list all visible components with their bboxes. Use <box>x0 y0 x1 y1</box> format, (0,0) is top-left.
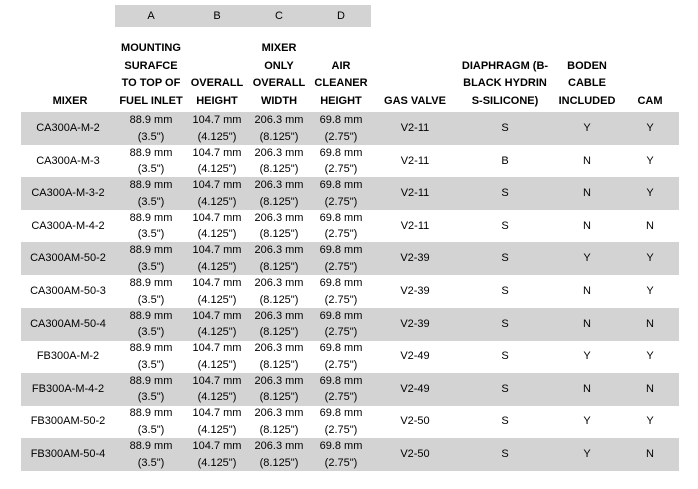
table-row <box>21 145 679 178</box>
diaphragm-cell: S <box>501 219 509 232</box>
mixer-cell: CA300AM-50-4 <box>30 317 106 330</box>
diaphragm-cell: S <box>501 187 509 200</box>
header-boden-line: INCLUDED <box>558 94 616 107</box>
header-diaphragm-line: DIAPHRAGM (B- <box>461 59 549 72</box>
air-cleaner-in: (2.75") <box>324 423 358 436</box>
air-cleaner-cell <box>311 177 371 210</box>
header-boden-line: CABLE <box>568 77 606 89</box>
mixer-cell: CA300AM-50-2 <box>30 252 106 265</box>
overall-height-in: (4.125") <box>197 358 237 371</box>
mixer-cell: FB300A-M-4-2 <box>31 382 105 395</box>
diaphragm-cell: S <box>501 252 509 265</box>
mounting-in: (3.5") <box>137 130 165 143</box>
air-cleaner-mm: 69.8 mm <box>319 114 363 126</box>
mixer-width-in: (8.125") <box>259 163 299 176</box>
mixer-width-cell <box>247 112 311 145</box>
boden-cell: N <box>583 317 591 330</box>
header-mixer-width-line: OVERALL <box>252 77 306 89</box>
header-boden-cable <box>554 40 620 110</box>
air-cleaner-mm: 69.8 mm <box>319 309 363 322</box>
boden-cell: N <box>583 382 591 395</box>
overall-height-in: (4.125") <box>197 163 237 176</box>
mounting-cell <box>115 275 187 308</box>
overall-height-cell <box>187 438 247 471</box>
table-row <box>21 177 679 210</box>
gas-valve-cell: V2-11 <box>400 154 430 167</box>
mixer-width-cell <box>247 373 311 406</box>
air-cleaner-in: (2.75") <box>324 293 358 306</box>
cam-cell: N <box>646 317 654 330</box>
cam-cell: N <box>646 382 654 395</box>
header-mixer-width-line: MIXER <box>261 42 297 54</box>
air-cleaner-cell <box>311 373 371 406</box>
air-cleaner-in: (2.75") <box>324 195 358 208</box>
air-cleaner-in: (2.75") <box>324 130 358 143</box>
cam-cell: N <box>646 448 654 460</box>
mixer-width-in: (8.125") <box>259 326 299 339</box>
overall-height-in: (4.125") <box>197 260 237 273</box>
mixer-width-cell <box>247 275 311 308</box>
mixer-cell: CA300A-M-2 <box>36 122 100 134</box>
boden-cell: N <box>583 187 591 200</box>
mixer-cell: CA300A-M-4-2 <box>31 219 105 232</box>
header-boden-line: BODEN <box>567 59 607 72</box>
gas-valve-cell: V2-11 <box>400 219 430 232</box>
mounting-cell <box>115 145 187 178</box>
header-mounting-surface <box>115 40 187 110</box>
overall-height-in: (4.125") <box>197 228 237 241</box>
mounting-cell <box>115 438 187 471</box>
cam-cell: Y <box>646 252 654 265</box>
header-mixer-width <box>247 40 311 110</box>
diaphragm-cell: S <box>501 350 509 363</box>
header-mounting-line: MOUNTING <box>121 42 181 54</box>
gas-valve-cell: V2-50 <box>400 415 430 428</box>
overall-height-mm: 104.7 mm <box>192 342 242 355</box>
mounting-in: (3.5") <box>137 260 165 273</box>
mixer-width-mm: 206.3 mm <box>254 309 304 322</box>
header-mixer-width-line: WIDTH <box>260 94 298 107</box>
mixer-width-cell <box>247 308 311 341</box>
overall-height-mm: 104.7 mm <box>192 407 242 420</box>
boden-cell: N <box>583 285 591 297</box>
column-letter-b: B <box>213 10 221 22</box>
air-cleaner-cell <box>311 145 371 178</box>
header-mounting-line: SURAFCE <box>124 59 178 72</box>
header-air-cleaner-line: HEIGHT <box>320 94 362 107</box>
mounting-in: (3.5") <box>137 391 165 404</box>
mounting-cell <box>115 112 187 145</box>
mounting-in: (3.5") <box>137 195 165 208</box>
overall-height-cell <box>187 145 247 178</box>
table-row <box>21 112 679 145</box>
mixer-width-in: (8.125") <box>259 260 299 273</box>
cam-cell: Y <box>646 285 654 297</box>
mixer-cell: CA300A-M-3 <box>36 154 100 167</box>
mixer-width-in: (8.125") <box>259 456 299 469</box>
air-cleaner-in: (2.75") <box>324 358 358 371</box>
air-cleaner-in: (2.75") <box>324 228 358 241</box>
boden-cell: Y <box>583 122 591 134</box>
mixer-width-cell <box>247 210 311 243</box>
gas-valve-cell: V2-39 <box>400 252 430 265</box>
mounting-mm: 88.9 mm <box>129 244 173 257</box>
mounting-mm: 88.9 mm <box>129 179 173 192</box>
mixer-width-mm: 206.3 mm <box>254 114 304 126</box>
air-cleaner-cell <box>311 275 371 308</box>
header-diaphragm-line: S-SILICONE) <box>471 94 539 107</box>
column-letter-d: D <box>337 10 345 22</box>
air-cleaner-cell <box>311 438 371 471</box>
mounting-in: (3.5") <box>137 293 165 306</box>
mixer-width-cell <box>247 145 311 178</box>
mixer-width-cell <box>247 438 311 471</box>
mixer-cell: FB300AM-50-4 <box>30 448 106 460</box>
overall-height-cell <box>187 177 247 210</box>
air-cleaner-cell <box>311 308 371 341</box>
mounting-mm: 88.9 mm <box>129 146 173 159</box>
boden-cell: Y <box>583 252 591 265</box>
gas-valve-cell: V2-49 <box>400 382 430 395</box>
air-cleaner-cell <box>311 340 371 373</box>
overall-height-mm: 104.7 mm <box>192 146 242 159</box>
mixer-width-cell <box>247 340 311 373</box>
mixer-width-in: (8.125") <box>259 130 299 143</box>
diaphragm-cell: S <box>501 122 509 134</box>
mounting-cell <box>115 177 187 210</box>
mounting-mm: 88.9 mm <box>129 440 173 452</box>
header-cam-text: CAM <box>637 94 663 107</box>
mixer-width-in: (8.125") <box>259 391 299 404</box>
diaphragm-cell: S <box>501 317 509 330</box>
mixer-width-mm: 206.3 mm <box>254 277 304 289</box>
overall-height-cell <box>187 405 247 438</box>
mixer-width-in: (8.125") <box>259 228 299 241</box>
cam-cell: Y <box>646 154 654 167</box>
overall-height-cell <box>187 242 247 275</box>
overall-height-mm: 104.7 mm <box>192 211 242 224</box>
gas-valve-cell: V2-39 <box>400 317 430 330</box>
air-cleaner-in: (2.75") <box>324 456 358 469</box>
mounting-mm: 88.9 mm <box>129 374 173 387</box>
header-mixer <box>30 40 110 110</box>
gas-valve-cell: V2-11 <box>400 122 430 134</box>
header-mixer-text: MIXER <box>52 94 88 107</box>
table-row <box>21 340 679 373</box>
boden-cell: N <box>583 219 591 232</box>
diaphragm-cell: S <box>501 448 509 460</box>
header-overall-height <box>187 40 247 110</box>
mixer-width-in: (8.125") <box>259 423 299 436</box>
air-cleaner-mm: 69.8 mm <box>319 440 363 452</box>
mounting-cell <box>115 340 187 373</box>
mounting-mm: 88.9 mm <box>129 211 173 224</box>
header-gas-valve <box>378 40 452 110</box>
mounting-cell <box>115 242 187 275</box>
mounting-in: (3.5") <box>137 423 165 436</box>
mixer-cell: FB300AM-50-2 <box>30 415 106 428</box>
diaphragm-cell: S <box>501 415 509 428</box>
mixer-cell: CA300A-M-3-2 <box>31 187 105 200</box>
air-cleaner-cell <box>311 242 371 275</box>
header-gas-valve-text: GAS VALVE <box>384 94 446 107</box>
table-row <box>21 405 679 438</box>
cam-cell: Y <box>646 350 654 363</box>
mixer-width-in: (8.125") <box>259 195 299 208</box>
overall-height-cell <box>187 340 247 373</box>
overall-height-mm: 104.7 mm <box>192 179 242 192</box>
mounting-mm: 88.9 mm <box>129 114 173 126</box>
mixer-width-mm: 206.3 mm <box>254 244 304 257</box>
mixer-width-cell <box>247 177 311 210</box>
air-cleaner-in: (2.75") <box>324 326 358 339</box>
mounting-in: (3.5") <box>137 456 165 469</box>
mixer-width-in: (8.125") <box>259 293 299 306</box>
overall-height-cell <box>187 373 247 406</box>
mixer-width-cell <box>247 405 311 438</box>
air-cleaner-cell <box>311 405 371 438</box>
overall-height-mm: 104.7 mm <box>192 277 242 289</box>
mounting-mm: 88.9 mm <box>129 309 173 322</box>
mixer-cell: CA300AM-50-3 <box>30 285 106 297</box>
mixer-cell: FB300A-M-2 <box>36 350 100 363</box>
gas-valve-cell: V2-11 <box>400 187 430 200</box>
mixer-width-mm: 206.3 mm <box>254 146 304 159</box>
mounting-cell <box>115 308 187 341</box>
air-cleaner-mm: 69.8 mm <box>319 374 363 387</box>
boden-cell: N <box>583 154 591 167</box>
boden-cell: Y <box>583 350 591 363</box>
air-cleaner-mm: 69.8 mm <box>319 146 363 159</box>
diaphragm-cell: S <box>501 382 509 395</box>
mixer-width-cell <box>247 242 311 275</box>
overall-height-in: (4.125") <box>197 423 237 436</box>
table-row <box>21 308 679 341</box>
table-row <box>21 210 679 243</box>
column-letter-c: C <box>275 10 283 22</box>
overall-height-in: (4.125") <box>197 195 237 208</box>
overall-height-in: (4.125") <box>197 293 237 306</box>
air-cleaner-cell <box>311 112 371 145</box>
header-overall-height-line: OVERALL <box>190 77 244 89</box>
mixer-width-mm: 206.3 mm <box>254 374 304 387</box>
header-overall-height-line: HEIGHT <box>196 94 238 107</box>
air-cleaner-mm: 69.8 mm <box>319 244 363 257</box>
diaphragm-cell: B <box>501 154 509 167</box>
overall-height-cell <box>187 112 247 145</box>
table-row <box>21 373 679 406</box>
header-mixer-width-line: ONLY <box>264 59 294 72</box>
header-cam <box>626 40 674 110</box>
overall-height-cell <box>187 308 247 341</box>
overall-height-in: (4.125") <box>197 130 237 143</box>
mixer-width-mm: 206.3 mm <box>254 179 304 192</box>
air-cleaner-in: (2.75") <box>324 260 358 273</box>
mixer-width-mm: 206.3 mm <box>254 407 304 420</box>
header-air-cleaner-line: CLEANER <box>314 77 368 89</box>
header-mounting-line: FUEL INLET <box>119 94 183 107</box>
boden-cell: Y <box>583 415 591 428</box>
mounting-mm: 88.9 mm <box>129 407 173 420</box>
overall-height-in: (4.125") <box>197 456 237 469</box>
air-cleaner-mm: 69.8 mm <box>319 407 363 420</box>
mixer-width-mm: 206.3 mm <box>254 440 304 452</box>
overall-height-mm: 104.7 mm <box>192 114 242 126</box>
cam-cell: Y <box>646 415 654 428</box>
table-row <box>21 275 679 308</box>
mixer-width-in: (8.125") <box>259 358 299 371</box>
mounting-mm: 88.9 mm <box>129 277 173 289</box>
table-row <box>21 438 679 471</box>
mixer-width-mm: 206.3 mm <box>254 211 304 224</box>
mounting-cell <box>115 405 187 438</box>
header-diaphragm <box>456 40 554 110</box>
mounting-in: (3.5") <box>137 358 165 371</box>
overall-height-in: (4.125") <box>197 326 237 339</box>
mounting-in: (3.5") <box>137 163 165 176</box>
air-cleaner-mm: 69.8 mm <box>319 179 363 192</box>
gas-valve-cell: V2-49 <box>400 350 430 363</box>
air-cleaner-mm: 69.8 mm <box>319 342 363 355</box>
overall-height-cell <box>187 275 247 308</box>
air-cleaner-in: (2.75") <box>324 163 358 176</box>
gas-valve-cell: V2-39 <box>400 285 430 297</box>
mounting-mm: 88.9 mm <box>129 342 173 355</box>
diaphragm-cell: S <box>501 285 509 297</box>
mixer-width-mm: 206.3 mm <box>254 342 304 355</box>
overall-height-cell <box>187 210 247 243</box>
header-mounting-line: TO TOP OF <box>121 77 181 89</box>
air-cleaner-in: (2.75") <box>324 391 358 404</box>
mounting-cell <box>115 373 187 406</box>
cam-cell: Y <box>646 122 654 134</box>
mounting-in: (3.5") <box>137 228 165 241</box>
overall-height-mm: 104.7 mm <box>192 440 242 452</box>
air-cleaner-mm: 69.8 mm <box>319 277 363 289</box>
header-air-cleaner-line: AIR <box>331 59 351 72</box>
overall-height-in: (4.125") <box>197 391 237 404</box>
column-letter-a: A <box>147 10 155 22</box>
mounting-in: (3.5") <box>137 326 165 339</box>
overall-height-mm: 104.7 mm <box>192 374 242 387</box>
boden-cell: Y <box>583 448 591 460</box>
air-cleaner-mm: 69.8 mm <box>319 211 363 224</box>
cam-cell: Y <box>646 187 654 200</box>
header-air-cleaner-height <box>311 40 371 110</box>
header-diaphragm-line: BLACK HYDRIN <box>463 77 547 89</box>
table-row <box>21 242 679 275</box>
air-cleaner-cell <box>311 210 371 243</box>
mounting-cell <box>115 210 187 243</box>
overall-height-mm: 104.7 mm <box>192 244 242 257</box>
gas-valve-cell: V2-50 <box>400 448 430 460</box>
overall-height-mm: 104.7 mm <box>192 309 242 322</box>
cam-cell: N <box>646 219 654 232</box>
